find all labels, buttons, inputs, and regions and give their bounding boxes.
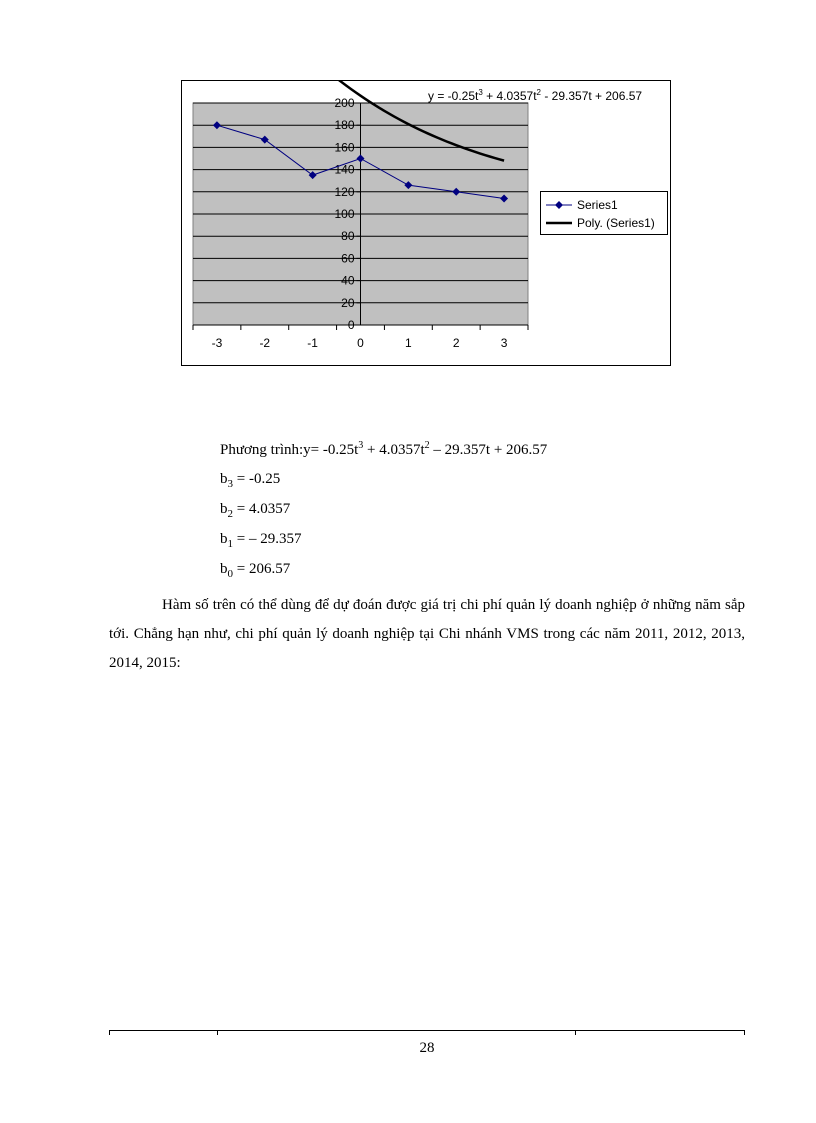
x-tick-label: -3 bbox=[211, 336, 223, 350]
coefficient-b3: $b_3 = -0.25$ bbox=[220, 471, 281, 490]
poly-swatch bbox=[545, 217, 573, 229]
footer-tick bbox=[217, 1030, 218, 1035]
footer-tick bbox=[109, 1030, 110, 1035]
y-tick-label: 180 bbox=[334, 118, 355, 133]
chart bbox=[181, 80, 671, 366]
x-tick-label: 1 bbox=[405, 336, 412, 350]
coefficient-b2: $b_2 = 4.0357$ bbox=[220, 501, 291, 520]
y-tick-label: 20 bbox=[341, 295, 355, 310]
y-tick-label: 200 bbox=[334, 96, 355, 110]
y-tick-label: 160 bbox=[334, 140, 355, 155]
y-tick-label: 40 bbox=[341, 273, 355, 288]
body-paragraph: Hàm số trên có thể dùng để dự đoán được giá trị chi phí quản lý doanh nghiệp ở những năm sắp tới. Chẳng hạn như, chi phí quản lý doanh nghiệp tại Chi nhánh VMS trong các năm 2011, 2012, 2013, 2014, 2015: bbox=[109, 597, 745, 671]
y-tick-label: 120 bbox=[334, 184, 355, 199]
chart-legend bbox=[540, 191, 668, 235]
x-tick-label: 0 bbox=[357, 336, 364, 350]
x-tick-label: -1 bbox=[307, 336, 318, 350]
trendline-equation: $y = -0.25t^3 + 4.0357t^2 - 29.357t + 206.57$ bbox=[428, 88, 643, 103]
legend-label: Series1 bbox=[577, 198, 618, 212]
x-tick-label: 2 bbox=[452, 336, 460, 350]
y-tick-label: 60 bbox=[341, 251, 355, 266]
y-tick-label: 0 bbox=[347, 318, 355, 332]
legend-label: Poly. (Series1) bbox=[577, 216, 655, 230]
coefficient-b1: $b_1$ = – 29.357 bbox=[220, 531, 302, 550]
y-tick-label: 80 bbox=[341, 229, 355, 244]
series1-swatch bbox=[545, 199, 573, 211]
footer-tick bbox=[575, 1030, 576, 1035]
y-tick-label: 140 bbox=[334, 162, 355, 177]
coefficient-b0: $b_0 = 206.57$ bbox=[220, 561, 291, 580]
legend-entry-poly bbox=[545, 215, 655, 231]
page-number: 28 bbox=[419, 1040, 435, 1056]
y-tick-label: 100 bbox=[334, 207, 355, 221]
x-tick-label: 3 bbox=[500, 336, 508, 350]
legend-entry-series1 bbox=[545, 197, 618, 213]
equation-line: Phương trình:y= $-0.25t^3 + 4.0357t^2 - 29.357t + 206.57$ bbox=[220, 440, 548, 458]
footer-tick bbox=[744, 1030, 745, 1035]
footer-rule bbox=[109, 1030, 745, 1031]
x-tick-label: -2 bbox=[259, 336, 271, 350]
